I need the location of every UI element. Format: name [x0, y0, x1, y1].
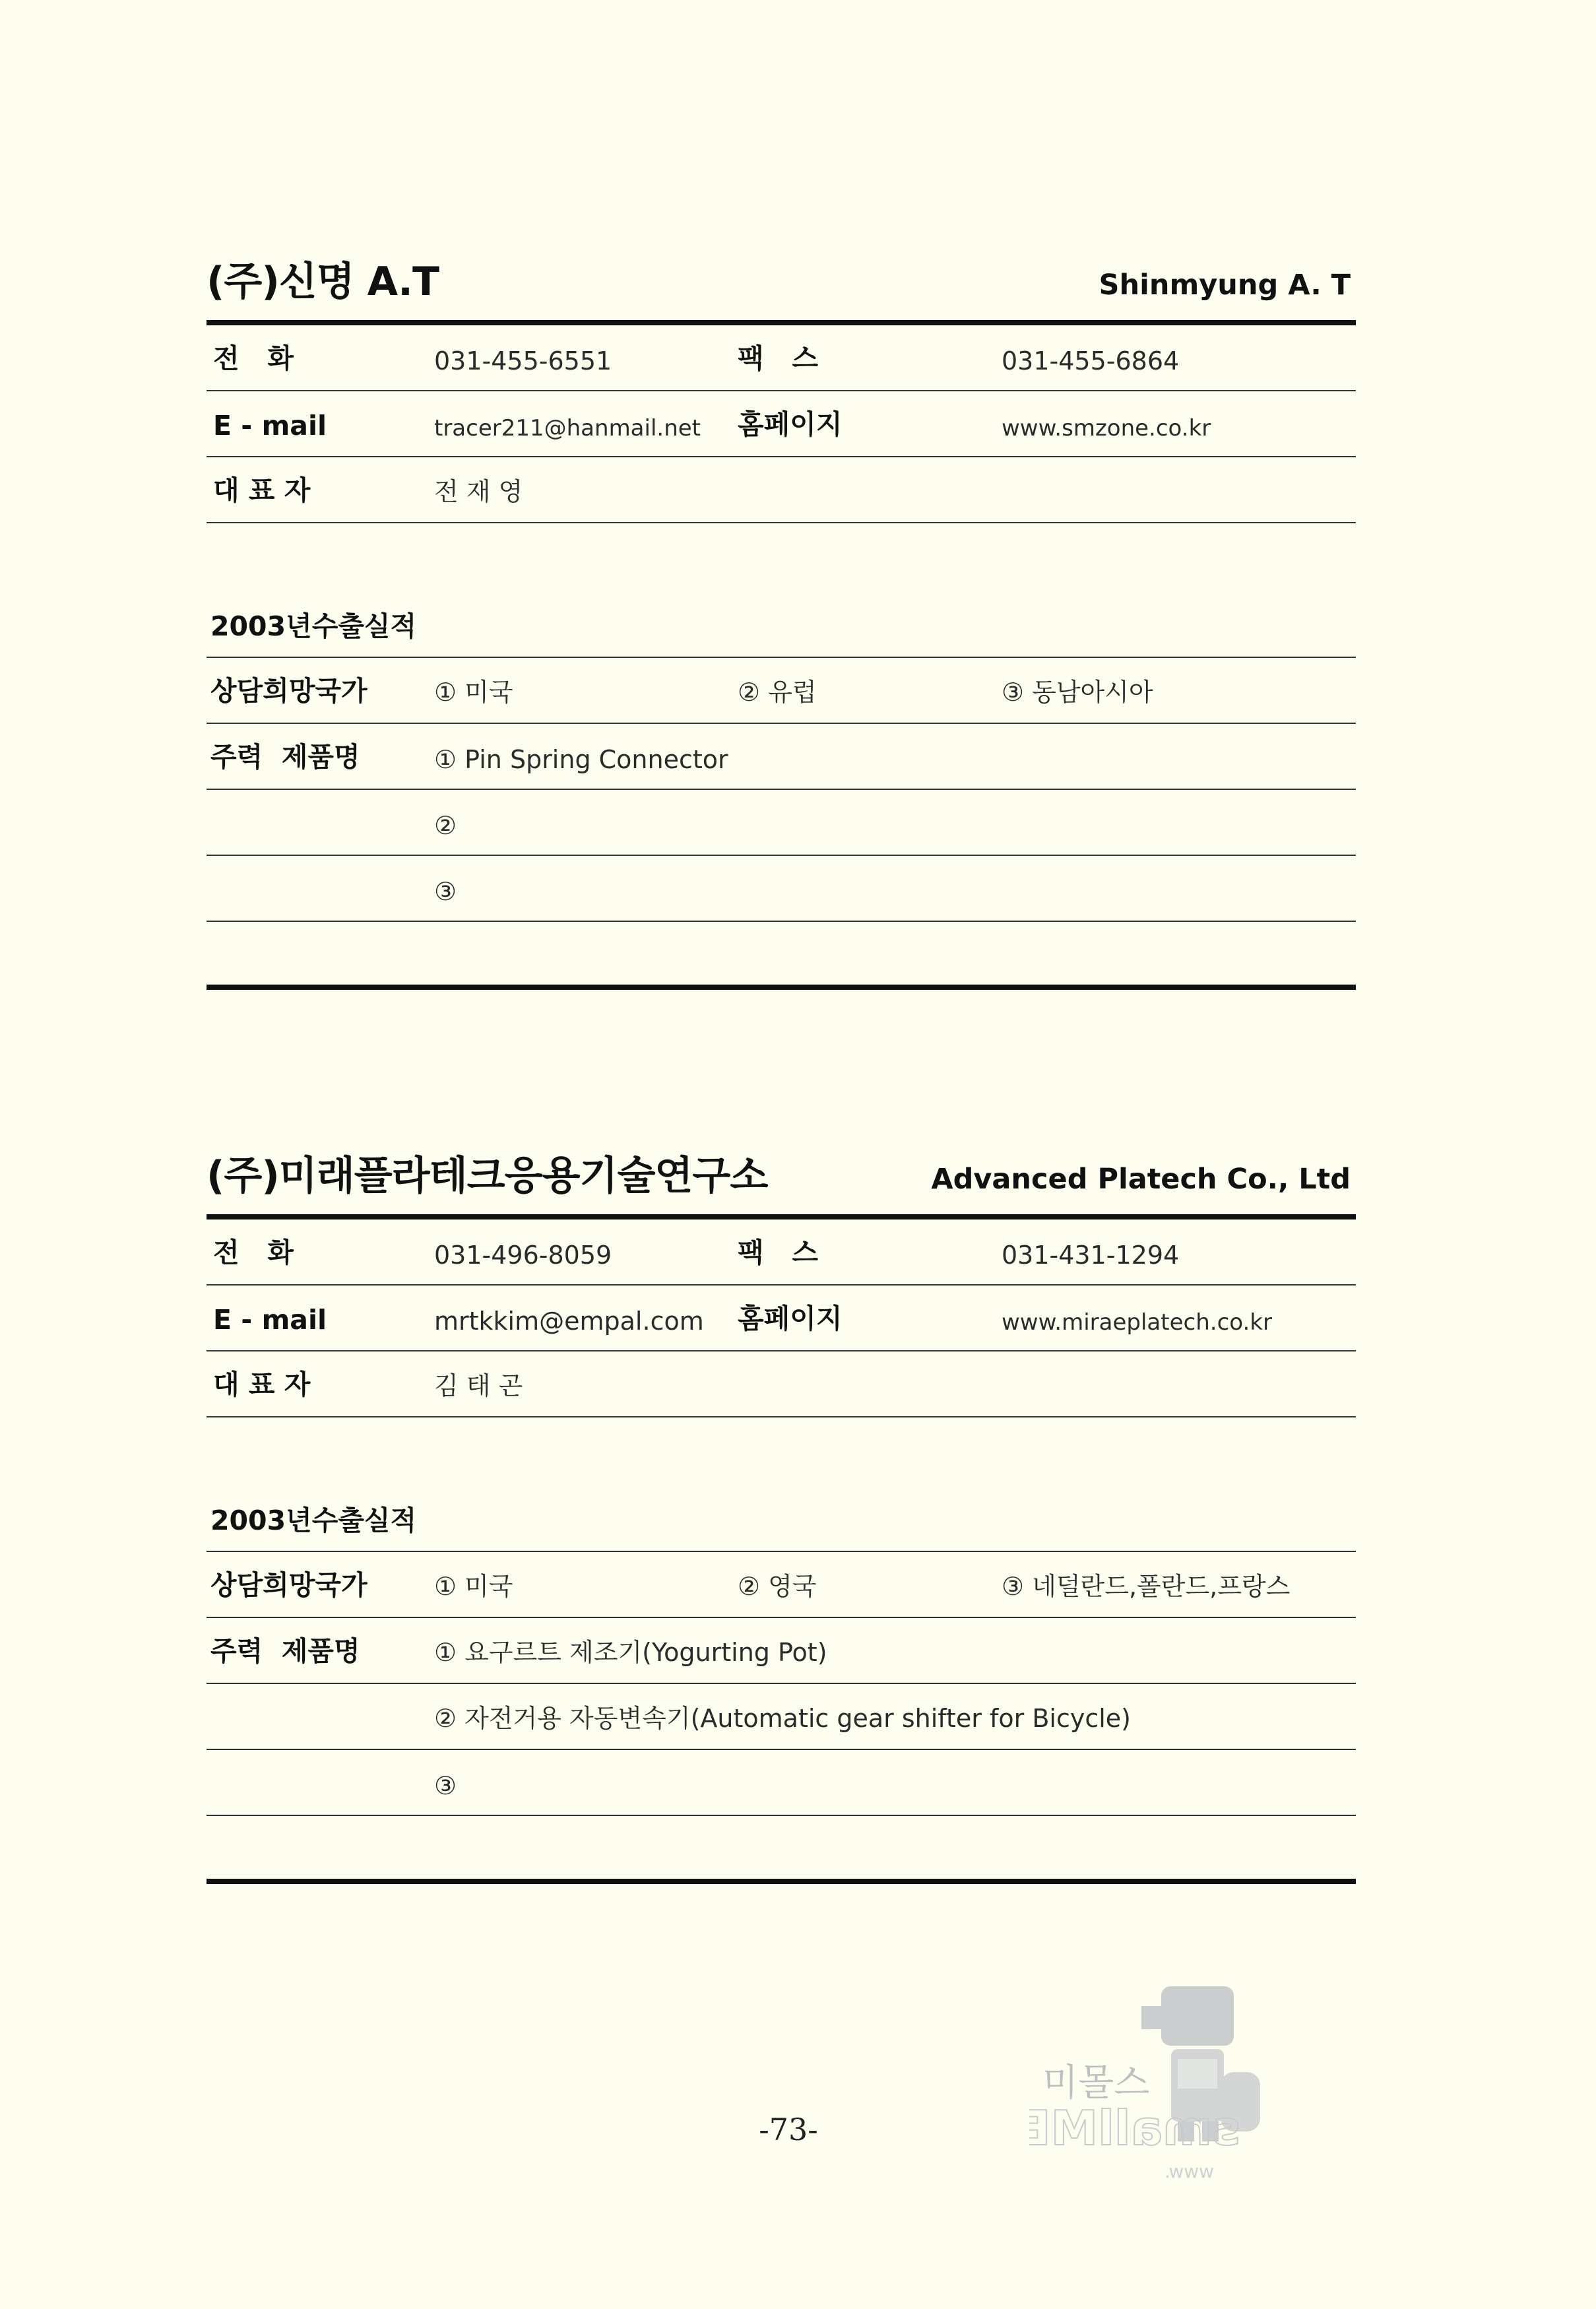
stamp-watermark	[1029, 1980, 1280, 2191]
email-homepage-row	[207, 1285, 1356, 1351]
product-row-2	[207, 790, 1356, 856]
phone-value: 031-455-6551	[434, 346, 612, 375]
product-row-1	[207, 724, 1356, 790]
country-1: ① 미국	[434, 1572, 513, 1601]
company-title-row	[207, 241, 1356, 320]
email-label: E - mail	[213, 410, 327, 441]
export-title: 2003년수출실적	[210, 1505, 417, 1536]
stamp-text-top: 미몰스	[1042, 2062, 1150, 2104]
company-name-en: Advanced Platech Co., Ltd	[931, 1163, 1351, 1196]
fax-label: 팩 스	[738, 1237, 819, 1268]
export-title-row	[207, 597, 1356, 658]
section-divider	[207, 320, 1356, 325]
products-label: 주력 제품명	[210, 741, 360, 773]
products-label: 주력 제품명	[210, 1635, 360, 1667]
company-name-ko: (주)신명 A.T	[207, 259, 439, 305]
ceo-value: 전 재 영	[434, 477, 523, 506]
country-2: ② 유럽	[738, 678, 817, 707]
product-3: ③	[434, 1771, 457, 1800]
section-divider	[207, 985, 1356, 990]
country-3: ③ 동남아시아	[1002, 678, 1153, 707]
export-title: 2003년수출실적	[210, 610, 417, 642]
ceo-row	[207, 457, 1356, 523]
countries-label: 상담희망국가	[210, 1569, 367, 1601]
product-row-1	[207, 1618, 1356, 1684]
homepage-label: 홈페이지	[738, 408, 843, 440]
fax-value: 031-455-6864	[1002, 346, 1180, 375]
section-divider	[207, 1879, 1356, 1884]
email-label: E - mail	[213, 1304, 327, 1336]
countries-label: 상담희망국가	[210, 675, 367, 707]
homepage-value: www.smzone.co.kr	[1002, 415, 1211, 441]
product-2: ② 자전거용 자동변속기(Automatic gear shifter for Bicycle)	[434, 1704, 1131, 1733]
company-name-ko: (주)미래플라테크응용기술연구소	[207, 1153, 768, 1199]
phone-fax-row	[207, 325, 1356, 391]
company-block-2	[207, 1135, 1356, 1884]
phone-value: 031-496-8059	[434, 1241, 612, 1270]
product-3: ③	[434, 877, 457, 906]
country-1: ① 미국	[434, 678, 513, 707]
product-2: ②	[434, 811, 457, 840]
stamp-text-bottom: www.	[1164, 2161, 1214, 2182]
product-1: ① Pin Spring Connector	[434, 745, 728, 774]
homepage-value: www.miraeplatech.co.kr	[1002, 1309, 1272, 1336]
fax-value: 031-431-1294	[1002, 1241, 1180, 1270]
product-1: ① 요구르트 제조기(Yogurting Pot)	[434, 1638, 827, 1667]
country-2: ② 영국	[738, 1572, 817, 1601]
page-number: -73-	[759, 2112, 818, 2147]
homepage-label: 홈페이지	[738, 1303, 843, 1334]
product-row-2	[207, 1684, 1356, 1750]
export-title-row	[207, 1491, 1356, 1552]
phone-label: 전 화	[213, 342, 294, 374]
phone-fax-row	[207, 1220, 1356, 1285]
ceo-row	[207, 1351, 1356, 1417]
ceo-value: 김 태 곤	[434, 1371, 523, 1400]
countries-row	[207, 1552, 1356, 1618]
company-block-1	[207, 241, 1356, 990]
product-row-3	[207, 856, 1356, 922]
phone-label: 전 화	[213, 1237, 294, 1268]
company-title-row	[207, 1135, 1356, 1214]
company-name-en: Shinmyung A. T	[1099, 269, 1351, 302]
email-value: tracer211@hanmail.net	[434, 415, 701, 441]
ceo-label: 대 표 자	[213, 474, 311, 506]
email-homepage-row	[207, 391, 1356, 457]
robot-icon	[1029, 1980, 1280, 2191]
country-3: ③ 네덜란드,폴란드,프랑스	[1002, 1572, 1291, 1601]
email-value: mrtkkim@empal.com	[434, 1307, 704, 1336]
fax-label: 팩 스	[738, 342, 819, 374]
countries-row	[207, 658, 1356, 724]
product-row-3	[207, 1750, 1356, 1816]
section-divider	[207, 1214, 1356, 1220]
stamp-text-mid: smallME	[1029, 2100, 1240, 2156]
ceo-label: 대 표 자	[213, 1369, 311, 1400]
